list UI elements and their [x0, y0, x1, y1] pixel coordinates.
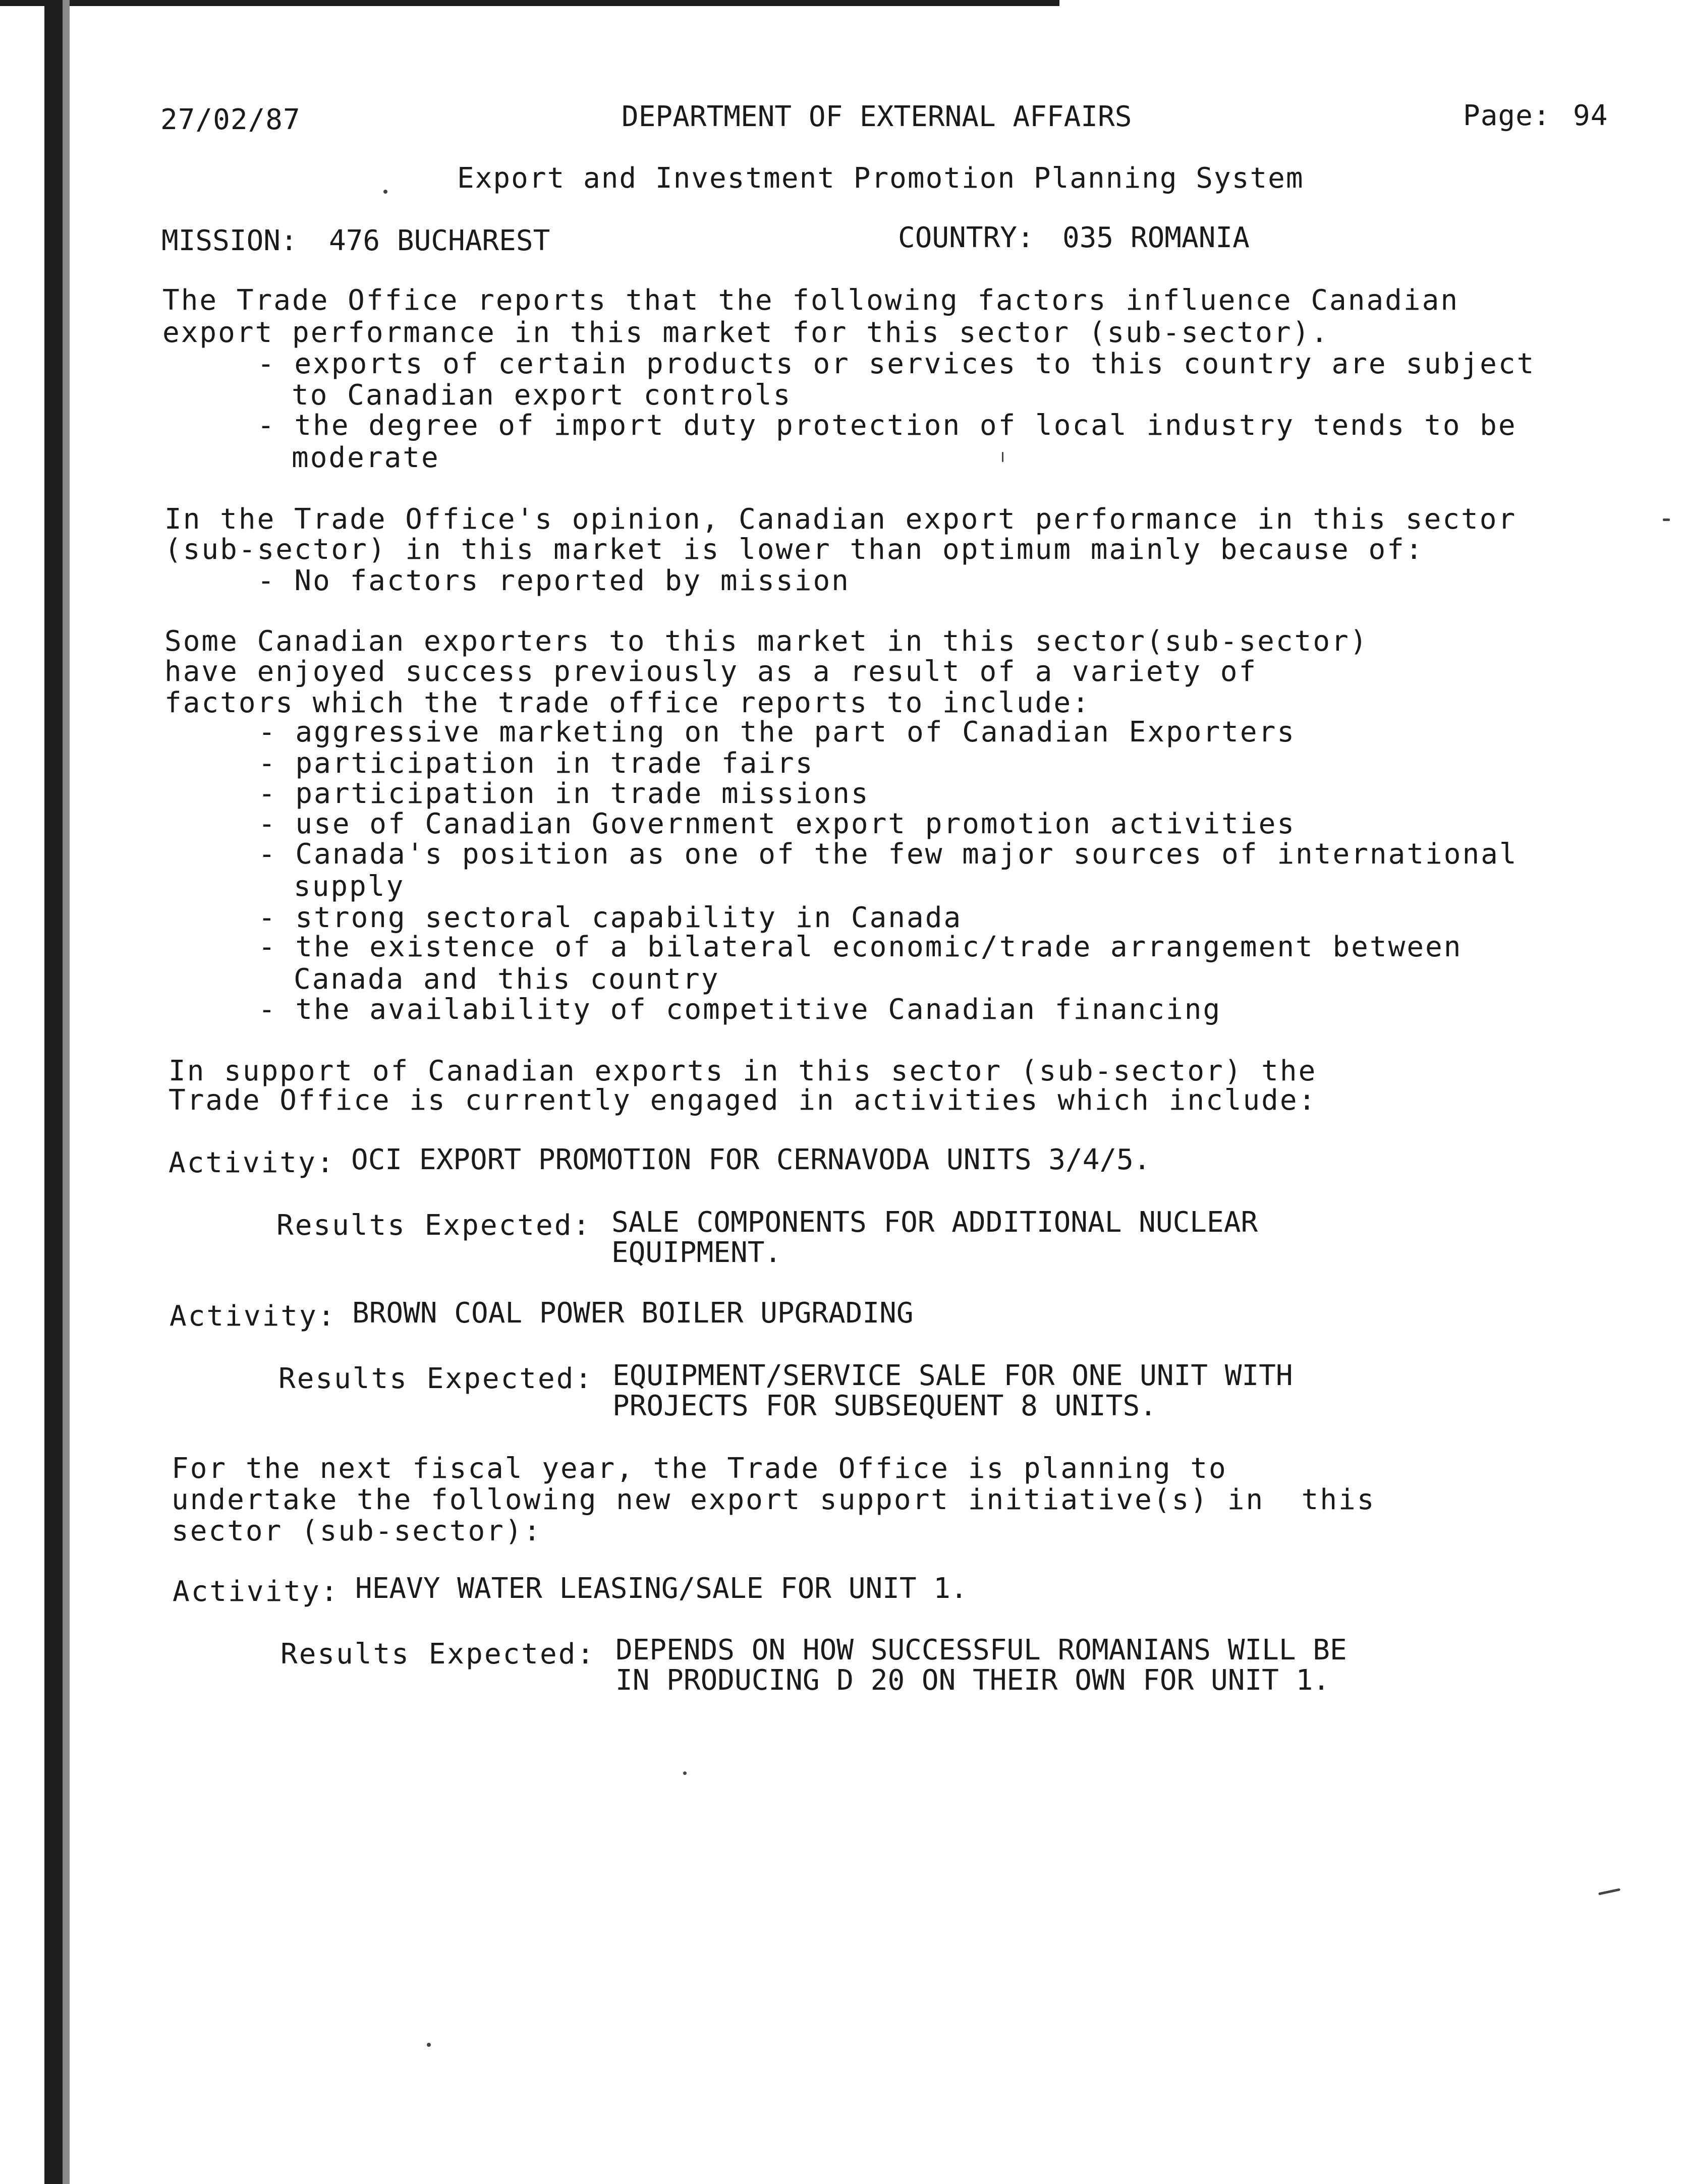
page-number: 94: [1573, 99, 1608, 132]
activity-value: HEAVY WATER LEASING/SALE FOR UNIT 1.: [355, 1572, 968, 1605]
scan-top-edge: [0, 0, 1059, 6]
activity-label: Activity:: [173, 1575, 340, 1608]
next-year-line-2: undertake the following new export support initiative(s) in this: [172, 1483, 1376, 1516]
success-item: - aggressive marketing on the part of Canadian Exporters: [258, 716, 1296, 749]
factors-intro-line-1: The Trade Office reports that the following factors influence Canadian: [162, 284, 1460, 317]
opinion-item: - No factors reported by mission: [257, 564, 850, 597]
scan-speck: [1663, 519, 1670, 521]
results-label: Results Expected:: [276, 1209, 592, 1242]
scan-speck: [1598, 1888, 1620, 1895]
support-line-1: In support of Canadian exports in this sector (sub-sector) the: [169, 1055, 1317, 1087]
scan-binding-shadow: [63, 0, 70, 2184]
activity-label: Activity:: [170, 1300, 336, 1333]
scan-speck: [683, 1771, 687, 1775]
success-line-2: have enjoyed success previously as a result of a variety of: [164, 655, 1258, 688]
next-year-line-3: sector (sub-sector):: [172, 1515, 542, 1547]
success-item-cont: Canada and this country: [294, 963, 720, 996]
success-item: - strong sectoral capability in Canada: [258, 901, 963, 934]
success-item: - the existence of a bilateral economic/trade arrangement between: [258, 931, 1463, 963]
scan-speck: [1002, 452, 1003, 462]
success-item: - participation in trade missions: [258, 777, 870, 810]
results-value-line-1: SALE COMPONENTS FOR ADDITIONAL NUCLEAR: [611, 1206, 1258, 1239]
factors-intro-line-2: export performance in this market for this sector (sub-sector).: [162, 316, 1330, 349]
mission-value: 476 BUCHAREST: [329, 224, 550, 257]
mission-label: MISSION:: [161, 224, 298, 257]
success-line-1: Some Canadian exporters to this market in this sector(sub-sector): [164, 625, 1369, 658]
factor-item-1-cont: to Canadian export controls: [292, 379, 792, 412]
results-value-line-1: EQUIPMENT/SERVICE SALE FOR ONE UNIT WITH: [612, 1359, 1293, 1392]
report-date: 27/02/87: [160, 103, 301, 136]
activity-label: Activity:: [169, 1146, 335, 1179]
results-label: Results Expected:: [280, 1638, 596, 1671]
activity-value: BROWN COAL POWER BOILER UPGRADING: [352, 1297, 914, 1330]
scan-speck: [383, 190, 387, 194]
country-label: COUNTRY:: [898, 221, 1034, 254]
success-item-cont: supply: [294, 870, 405, 903]
opinion-line-2: (sub-sector) in this market is lower than optimum mainly because of:: [164, 533, 1424, 566]
results-value-line-1: DEPENDS ON HOW SUCCESSFUL ROMANIANS WILL BE: [615, 1634, 1347, 1666]
factor-item-2-cont: moderate: [292, 441, 440, 474]
next-year-line-1: For the next fiscal year, the Trade Office is planning to: [172, 1452, 1227, 1485]
scan-binding-edge: [44, 0, 63, 2184]
support-line-2: Trade Office is currently engaged in activities which include:: [169, 1084, 1317, 1117]
country-value: 035 ROMANIA: [1062, 221, 1250, 254]
system-title: Export and Investment Promotion Planning System: [457, 162, 1304, 195]
scan-speck: [427, 2043, 431, 2047]
page-label: Page:: [1463, 99, 1551, 132]
results-value-line-2: PROJECTS FOR SUBSEQUENT 8 UNITS.: [612, 1390, 1157, 1422]
success-item: - participation in trade fairs: [258, 747, 814, 780]
factor-item-1: - exports of certain products or services to this country are subject: [257, 348, 1536, 380]
success-line-3: factors which the trade office reports to include:: [164, 686, 1091, 719]
success-item: - Canada's position as one of the few major sources of international: [258, 838, 1518, 871]
factor-item-2: - the degree of import duty protection of local industry tends to be: [257, 409, 1517, 442]
opinion-line-1: In the Trade Office's opinion, Canadian export performance in this sector: [164, 503, 1517, 536]
success-item: - the availability of competitive Canadian financing: [258, 993, 1222, 1026]
department-title: DEPARTMENT OF EXTERNAL AFFAIRS: [622, 100, 1132, 133]
success-item: - use of Canadian Government export promotion activities: [258, 808, 1296, 840]
results-value-line-2: EQUIPMENT.: [611, 1236, 782, 1269]
activity-value: OCI EXPORT PROMOTION FOR CERNAVODA UNITS 3/4/5.: [351, 1143, 1151, 1176]
results-label: Results Expected:: [278, 1362, 594, 1395]
results-value-line-2: IN PRODUCING D 20 ON THEIR OWN FOR UNIT 1.: [615, 1664, 1330, 1697]
